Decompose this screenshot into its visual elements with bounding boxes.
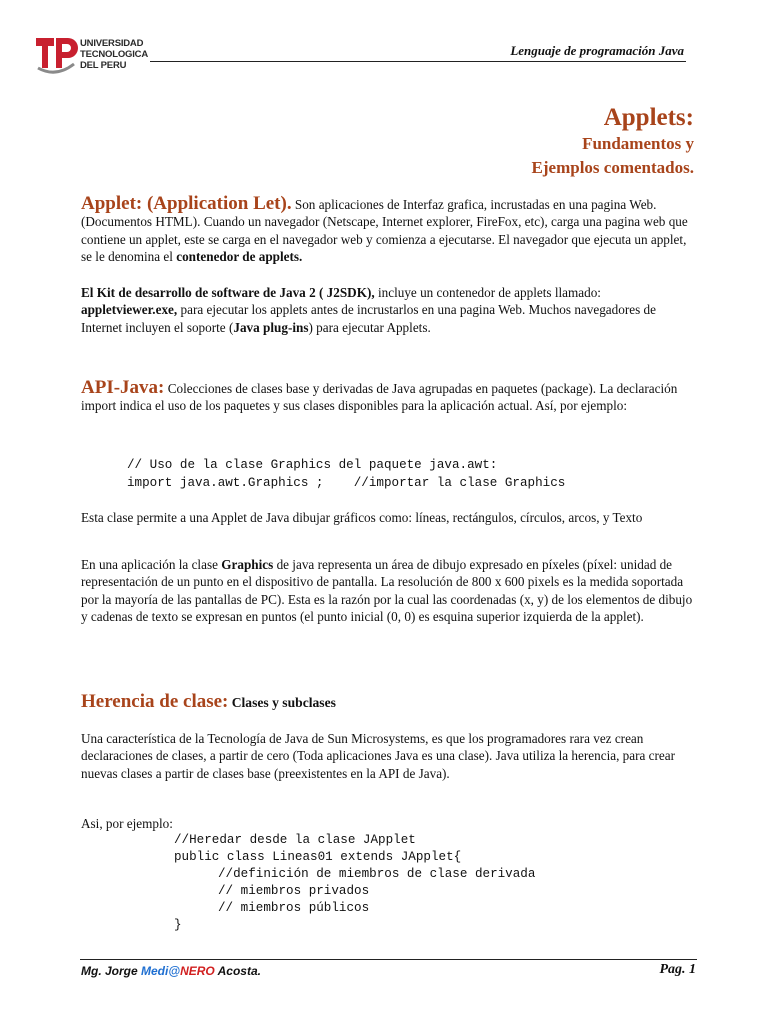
page-subtitle-2: Ejemplos comentados.: [531, 158, 694, 177]
jdk-bold-1: El Kit de desarrollo de software de Java 2 ( J2SDK),: [81, 285, 375, 300]
herencia-subheading: Clases y subclases: [231, 695, 336, 710]
applet-text: Son aplicaciones de Interfaz grafica, incrustadas en una pagina Web. (Documentos HTML). Cuando un navegador (Netscape, Internet explorer, FireFox, etc), carga una pagina web que contiene un applet, este se carga en el navegador web y comienza a ejecutarse. El navegador que ejecuta un applet, se le denomina el: [81, 197, 688, 265]
header-divider: [150, 61, 686, 62]
author-text: Mg. Jorge: [81, 964, 142, 978]
code-line: // miembros públicos: [218, 901, 370, 915]
jdk-bold-2: appletviewer.exe,: [81, 302, 178, 318]
jdk-text-2: para ejecutar los applets antes de incrustarlos en una pagina Web. Muchos navegadores de Internet incluyen el soporte (: [81, 302, 656, 335]
code-line: import java.awt.Graphics ; //importar la clase Graphics: [127, 476, 566, 490]
graphics-paragraph: Esta clase permite a una Applet de Java dibujar gráficos como: líneas, rectángulos, círculos, arcos, y Texto: [81, 510, 643, 525]
university-name-line: UNIVERSIDAD: [80, 38, 144, 49]
api-heading: API-Java:: [81, 377, 165, 398]
page-title: Applets:: [603, 104, 694, 131]
herencia-heading-line: [81, 693, 696, 711]
code-line: //definición de miembros de clase derivada: [218, 867, 536, 881]
applet-heading: Applet: (Application Let).: [81, 193, 292, 214]
jdk-text-1: incluye un contenedor de applets llamado:: [374, 285, 601, 300]
graphics-text-2: de java representa un área de dibujo expresado en píxeles (píxel: unidad de representación de un punto en el dispositivo de pantalla. La resolución de 800 x 600 pixels es la medida soportada por la mayoría de las pantallas de PC). Esta es la razón por la cual las coordenadas (x, y) de los elementos de dibujo y cadenas de texto se expresan en puntos (el punto inicial (0, 0) es esquina superior izquierda de la applet).: [81, 557, 693, 625]
page-number: Pag. 1: [659, 962, 696, 977]
herencia-example-intro: Asi, por ejemplo:: [81, 816, 173, 831]
jdk-bold-3: Java plug-ins: [233, 319, 309, 335]
jdk-paragraph: [81, 284, 696, 336]
author-text-end: Acosta.: [214, 964, 261, 978]
graphics-text-1: En una aplicación la clase: [81, 557, 222, 572]
code-line: // miembros privados: [218, 884, 370, 898]
jdk-text-3: ) para ejecutar Applets.: [308, 319, 431, 335]
code-line: //Heredar desde la clase JApplet: [174, 833, 416, 847]
herencia-paragraph: Una característica de la Tecnología de Java de Sun Microsystems, es que los programadores rara vez crean declaraciones de clases, a partir de cero (Toda aplicaciones Java es una clase). Java utiliza la herencia, para crear nuevas clases a partir de clases base (preexistentes en la API de Java).: [81, 731, 676, 781]
university-name-line: DEL PERU: [80, 60, 127, 71]
page-subtitle-1: Fundamentos y: [582, 134, 694, 153]
code-line: public class Lineas01 extends JApplet{: [174, 850, 462, 864]
applet-bold-text: contenedor de applets.: [176, 249, 303, 265]
footer-author: [81, 964, 261, 978]
university-name-line: TECNOLOGICA: [80, 49, 148, 60]
api-text: Colecciones de clases base y derivadas de Java agrupadas en paquetes (package). La declaración import indica el uso de los paquetes y sus clases disponibles para la aplicación actual. Así, por ejemplo:: [81, 381, 678, 414]
university-name: [80, 38, 148, 71]
applet-paragraph: [81, 195, 696, 266]
utp-logo-icon: [34, 34, 78, 74]
api-paragraph: [81, 379, 696, 415]
code-line: }: [174, 918, 182, 932]
code-line: // Uso de la clase Graphics del paquete java.awt:: [127, 458, 498, 472]
graphics-class-paragraph: [81, 556, 696, 626]
graphics-bold: Graphics: [221, 557, 274, 572]
author-red-text: NERO: [180, 964, 215, 978]
footer-divider: [80, 959, 697, 960]
header-title: Lenguaje de programación Java: [510, 43, 684, 58]
author-blue-text: Medi@: [141, 964, 181, 978]
herencia-heading: Herencia de clase:: [81, 691, 229, 712]
